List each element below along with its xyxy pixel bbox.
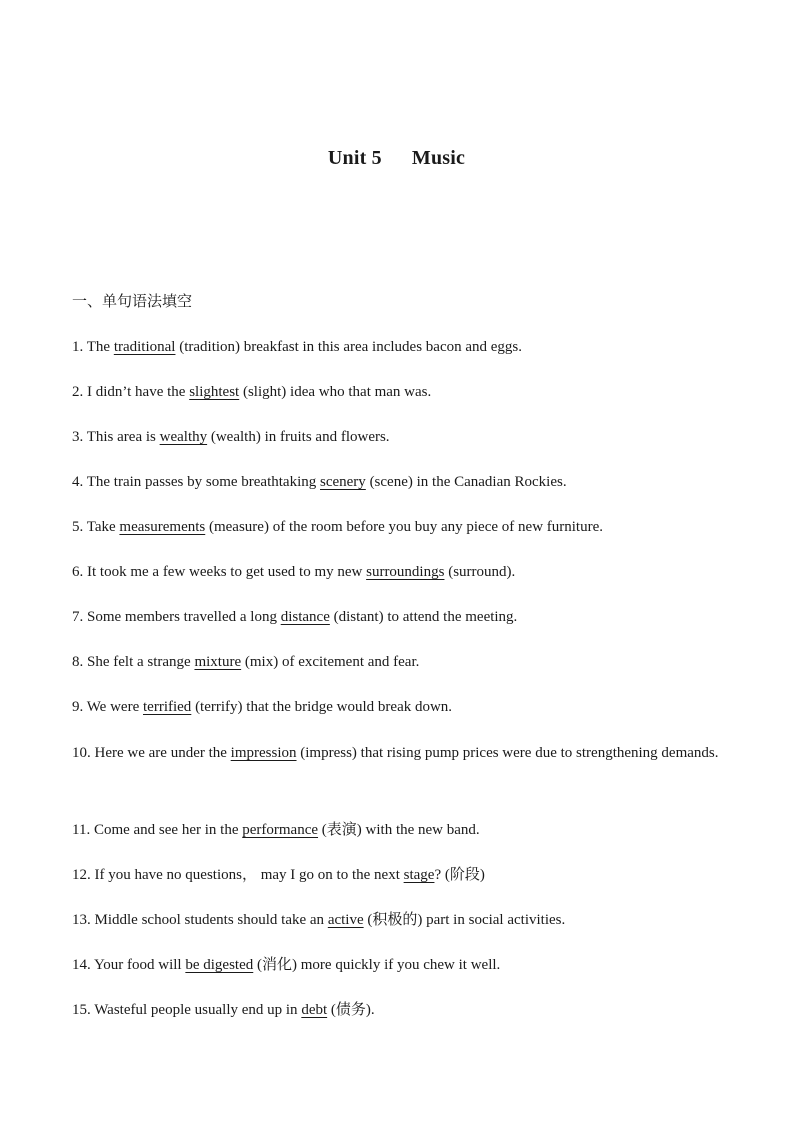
exercise-item	[72, 376, 724, 408]
answer-blank: traditional	[113, 339, 176, 355]
item-text-after: (表演) with the new band.	[318, 822, 480, 838]
answer-blank: terrified	[143, 699, 192, 715]
item-text-after: ? (阶段)	[434, 867, 485, 883]
page-title	[0, 147, 793, 170]
exercise-item	[72, 601, 724, 633]
item-text-before: 6. It took me a few weeks to get used to my new	[72, 564, 367, 580]
answer-blank: performance	[242, 822, 319, 838]
answer-blank: impression	[230, 745, 297, 761]
item-text-before: 3. This area is	[72, 429, 160, 445]
exercise-item	[72, 904, 724, 936]
answer-blank: mixture	[194, 654, 242, 670]
exercise-item	[72, 466, 724, 498]
section-heading: 一、单句语法填空	[72, 292, 193, 310]
item-text-after: (surround).	[444, 564, 516, 580]
answer-blank: slightest	[189, 384, 240, 400]
answer-blank: distance	[280, 609, 330, 625]
answer-blank: be digested	[185, 957, 254, 973]
answer-blank: stage	[403, 867, 435, 883]
exercise-item	[72, 646, 724, 678]
answer-blank: debt	[301, 1002, 328, 1018]
exercise-item	[72, 994, 724, 1026]
item-text-after: (measure) of the room before you buy any piece of new furniture.	[205, 519, 603, 535]
item-text-before: 15. Wasteful people usually end up in	[72, 1002, 302, 1018]
item-text-after: (distant) to attend the meeting.	[329, 609, 518, 625]
item-text-after: (terrify) that the bridge would break down.	[191, 699, 453, 715]
exercise-item	[72, 691, 724, 723]
item-text-before: 4. The train passes by some breathtaking	[72, 474, 320, 490]
item-text-before: 2. I didn’t have the	[72, 384, 190, 400]
item-text-after: (slight) idea who that man was.	[239, 384, 432, 400]
exercise-item	[72, 421, 724, 453]
answer-blank: measurements	[119, 519, 206, 535]
exercise-item	[72, 814, 724, 846]
item-text-before: 5. Take	[72, 519, 120, 535]
item-text-after: (积极的) part in social activities.	[363, 912, 566, 928]
exercise-item	[72, 949, 724, 981]
unit-label: Unit 5	[327, 147, 382, 169]
item-text-after: (scene) in the Canadian Rockies.	[365, 474, 567, 490]
item-text-before: 13. Middle school students should take an	[72, 912, 328, 928]
item-text-before: 9. We were	[72, 699, 143, 715]
item-text-after: (消化) more quickly if you chew it well.	[253, 957, 501, 973]
answer-blank: wealthy	[159, 429, 208, 445]
item-text-before: 14. Your food will	[72, 957, 186, 973]
item-text-before: 8. She felt a strange	[72, 654, 195, 670]
item-text-before: 1. The	[72, 339, 114, 355]
unit-topic: Music	[411, 147, 466, 169]
exercise-item	[72, 331, 724, 363]
item-text-after: (tradition) breakfast in this area includes bacon and eggs.	[175, 339, 523, 355]
exercise-item	[72, 859, 724, 891]
item-text-before: 12. If you have no questions， may I go on to the next	[72, 867, 404, 883]
answer-blank: surroundings	[366, 564, 445, 580]
answer-blank: active	[327, 912, 364, 928]
item-text-after: (impress) that rising pump prices were due to strengthening demands.	[296, 745, 719, 761]
exercise-item	[72, 737, 724, 769]
item-text-before: 11. Come and see her in the	[72, 822, 243, 838]
item-text-after: (mix) of excitement and fear.	[241, 654, 420, 670]
item-text-after: (wealth) in fruits and flowers.	[207, 429, 390, 445]
answer-blank: scenery	[320, 474, 366, 490]
exercise-item	[72, 556, 724, 588]
item-text-after: (债务).	[327, 1002, 375, 1018]
exercise-item	[72, 511, 724, 543]
item-text-before: 10. Here we are under the	[72, 745, 231, 761]
item-text-before: 7. Some members travelled a long	[72, 609, 281, 625]
